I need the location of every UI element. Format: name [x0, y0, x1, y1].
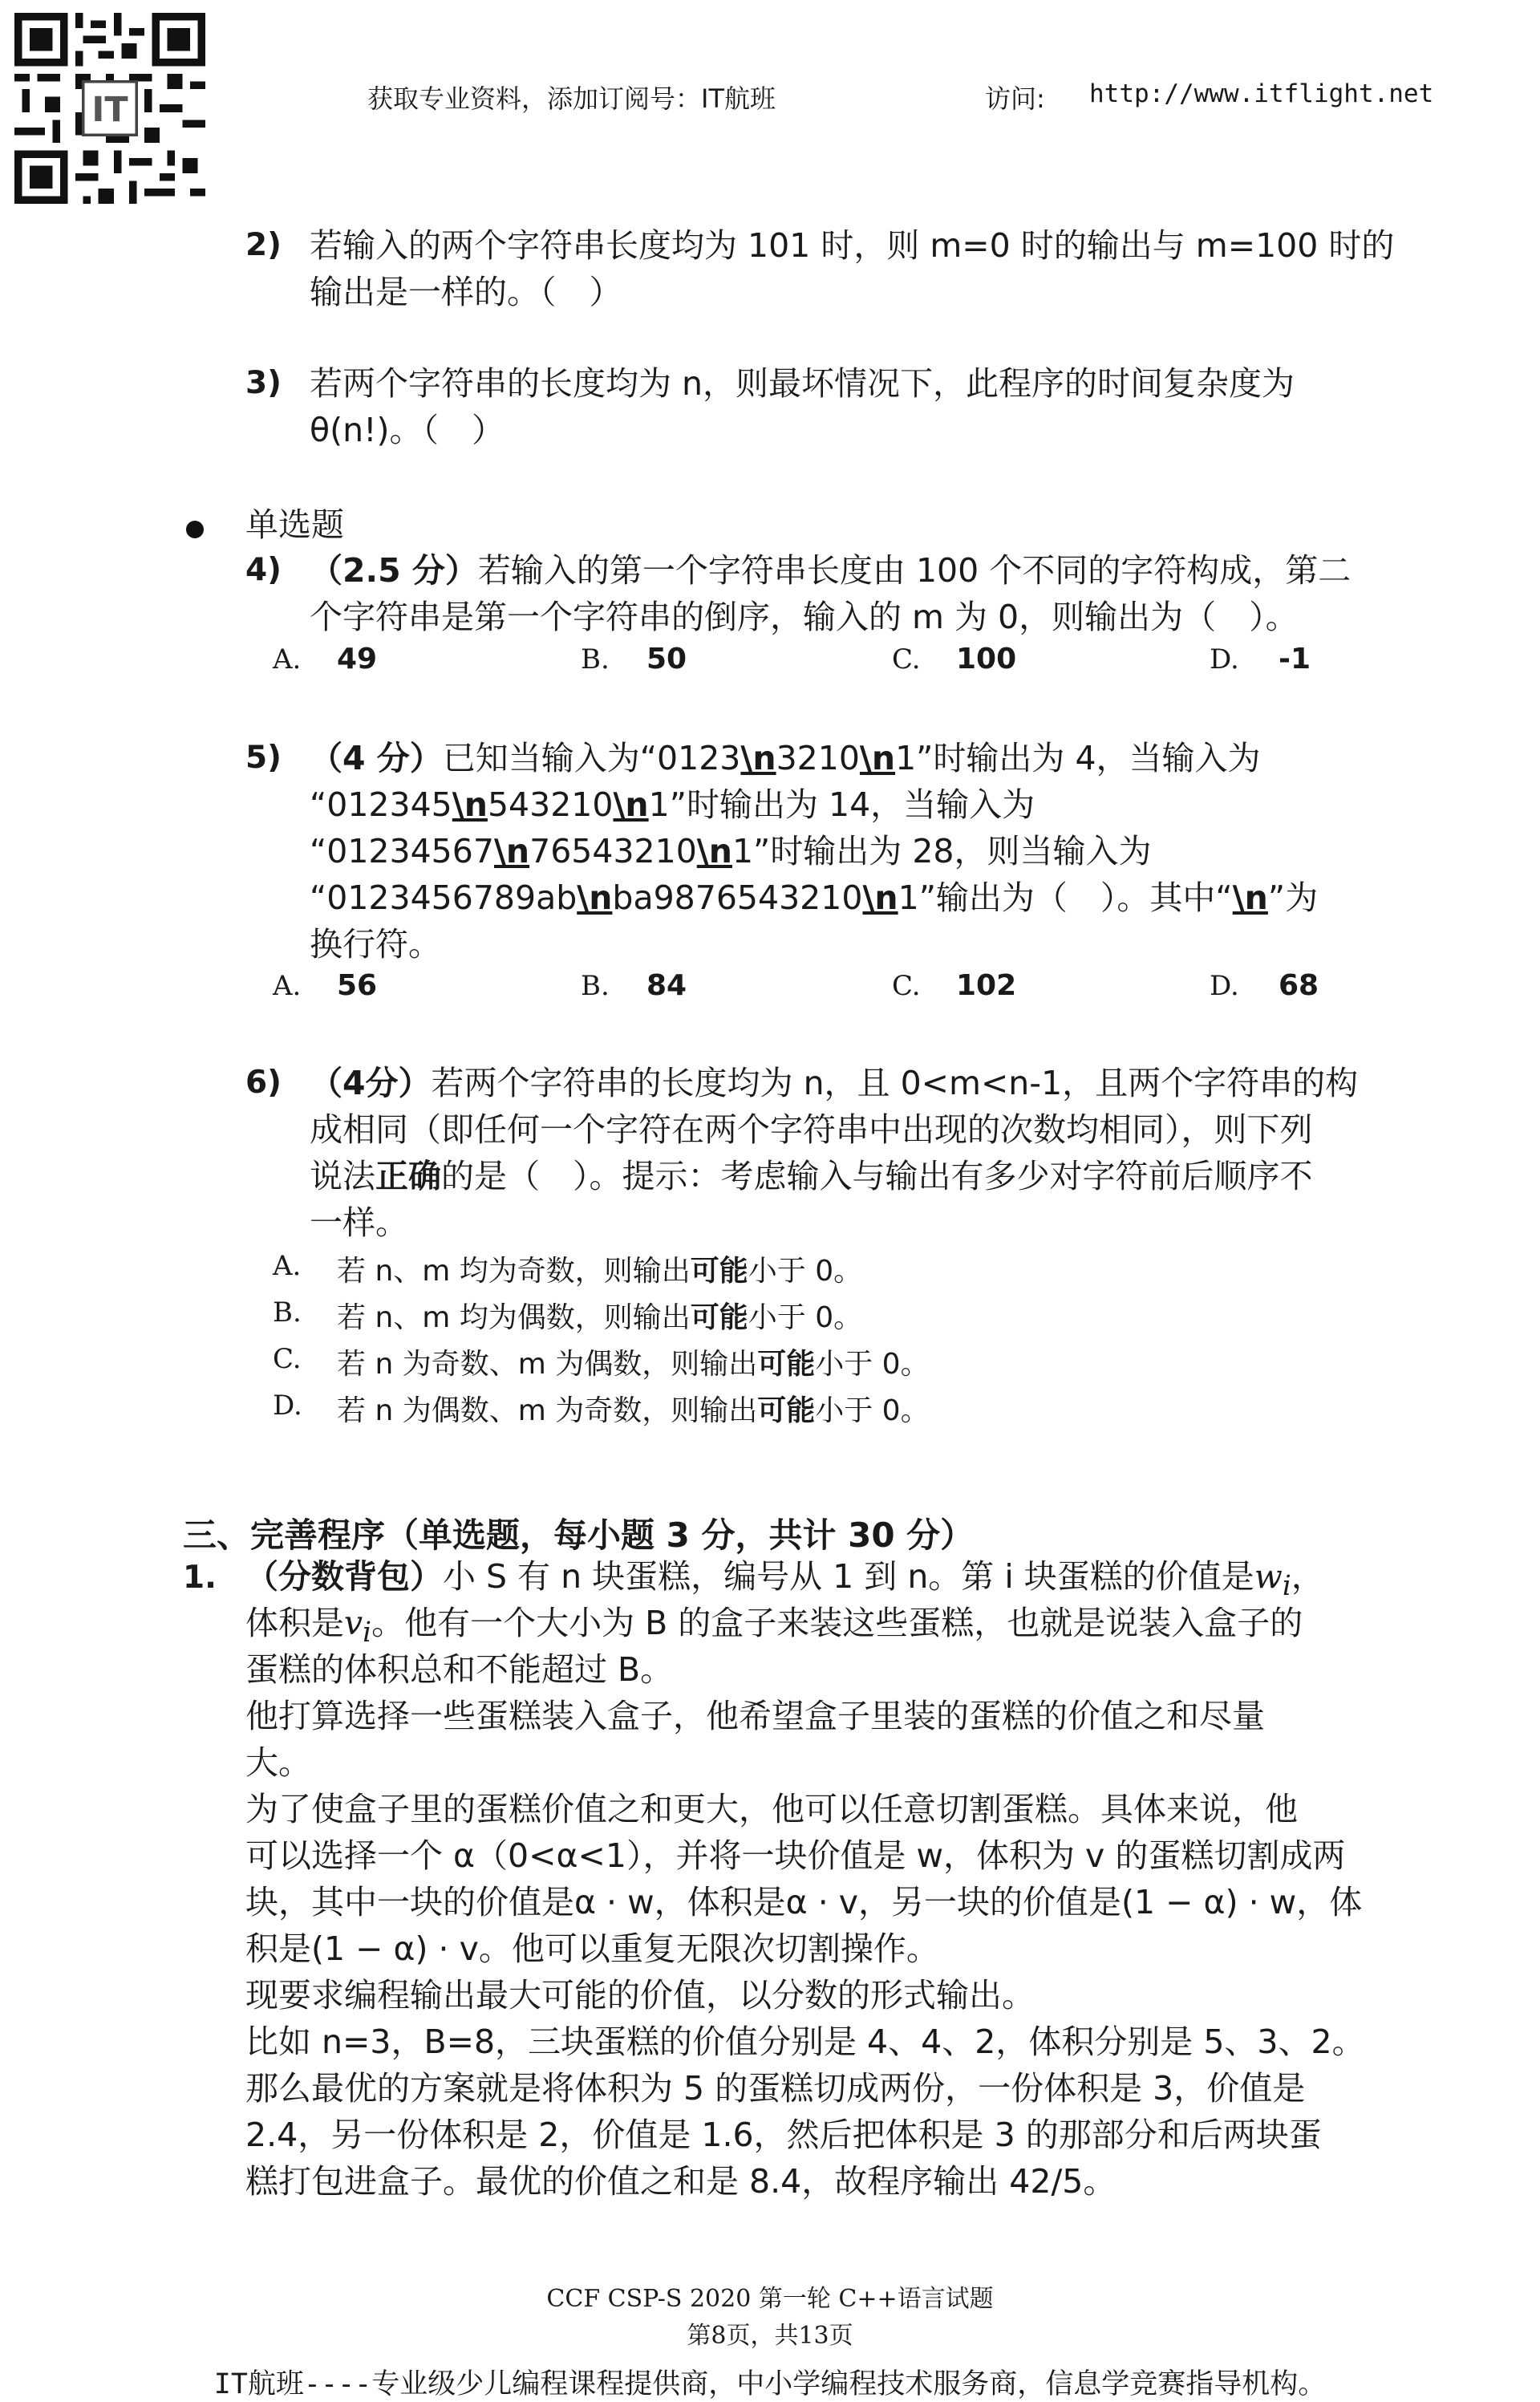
- p1-line8: 块，其中一块的价值是α · w，体积是α · v，另一块的价值是(1 − α) · w，体: [245, 1883, 1363, 1921]
- p1-text: 。他有一个大小为 B 的盒子来装这些蛋糕，也就是说装入盒子的: [371, 1604, 1303, 1642]
- q4-number: 4): [245, 552, 282, 588]
- subscribe-text: 获取专业资料，添加订阅号：IT航班: [367, 83, 776, 114]
- q3-number: 3): [245, 365, 282, 401]
- q5-text: 1”时输出为 28，则当输入为: [732, 832, 1152, 870]
- section-3-heading: 三、完善程序（单选题，每小题 3 分，共计 30 分）: [183, 1515, 975, 1555]
- q4-option-d-label: D.: [1210, 643, 1239, 676]
- p1-var-w: w: [1254, 1557, 1283, 1596]
- q6-option-c-label: C.: [273, 1343, 302, 1375]
- q5-text: “01234567: [310, 832, 494, 870]
- q6-text: 若两个字符串的长度均为 n，且 0<m<n-1，且两个字符串的构: [431, 1064, 1359, 1102]
- p1-var-sub: i: [363, 1617, 372, 1649]
- q6-option-c-text: [337, 1341, 930, 1382]
- q5-text: “012345: [310, 785, 452, 824]
- q5-line5: 换行符。: [310, 925, 441, 964]
- option-text: 若 n 为奇数、m 为偶数，则输出: [337, 1348, 758, 1381]
- p1-text: ，: [1291, 1557, 1324, 1596]
- p1-var-sub: i: [1282, 1570, 1291, 1603]
- q6-option-a-label: A.: [273, 1250, 302, 1282]
- q5-text: 76543210: [529, 832, 697, 870]
- newline-symbol: \n: [740, 739, 776, 777]
- option-text: 小于 0。: [748, 1301, 863, 1334]
- newline-symbol: \n: [696, 832, 732, 870]
- q4-score: （2.5 分）: [310, 551, 478, 590]
- newline-symbol: \n: [613, 785, 649, 824]
- p1-number: 1.: [183, 1560, 217, 1596]
- bullet-icon: [186, 521, 204, 538]
- option-text: 若 n、m 均为偶数，则输出: [337, 1301, 691, 1334]
- newline-symbol: \n: [577, 878, 613, 917]
- newline-symbol: \n: [862, 878, 898, 917]
- p1-var-v: v: [344, 1604, 363, 1642]
- q5-line2: [310, 782, 1035, 828]
- q5-text: 1”时输出为 14，当输入为: [648, 785, 1035, 824]
- footer-slogan: IT航班----专业级少儿编程课程提供商，中小学编程技术服务商，信息学竞赛指导机构。: [213, 2368, 1327, 2400]
- q6-option-d-text: [337, 1388, 930, 1429]
- p1-line14: 糕打包进盒子。最优的价值之和是 8.4，故程序输出 42/5。: [245, 2162, 1116, 2201]
- option-text: 小于 0。: [815, 1394, 930, 1427]
- newline-symbol: \n: [1232, 878, 1268, 917]
- q2-line1: 若输入的两个字符串长度均为 101 时，则 m=0 时的输出与 m=100 时的: [310, 226, 1395, 265]
- footer-page: 第8页，共13页: [687, 2322, 853, 2350]
- q6-option-a-text: [337, 1248, 862, 1289]
- q4-line2: 个字符串是第一个字符串的倒序，输入的 m 为 0，则输出为（ ）。: [310, 598, 1299, 636]
- p1-line6: 为了使盒子里的蛋糕价值之和更大，他可以任意切割蛋糕。具体来说，他: [245, 1790, 1298, 1828]
- option-emphasis: 可能: [690, 1301, 748, 1334]
- q5-score: （4 分）: [310, 739, 443, 777]
- q5-text: “0123456789ab: [310, 878, 578, 917]
- option-emphasis: 可能: [757, 1394, 816, 1427]
- p1-line7: 可以选择一个 α（0<α<1），并将一块价值是 w，体积为 v 的蛋糕切割成两: [245, 1836, 1346, 1875]
- q5-option-d-label: D.: [1210, 970, 1239, 1002]
- q6-line4: 一样。: [310, 1203, 408, 1242]
- option-emphasis: 可能: [690, 1255, 748, 1288]
- p1-text: 体积是: [245, 1604, 344, 1642]
- p1-line10: 现要求编程输出最大可能的价值，以分数的形式输出。: [245, 1976, 1035, 2015]
- q4-line1: [310, 548, 1351, 594]
- svg-text:IT: IT: [91, 90, 128, 131]
- q5-line3: [310, 829, 1152, 874]
- p1-line4: 他打算选择一些蛋糕装入盒子，他希望盒子里装的蛋糕的价值之和尽量: [245, 1697, 1265, 1735]
- q5-text: 1”输出为（ ）。其中“: [898, 878, 1233, 917]
- q6-option-d-label: D.: [273, 1390, 302, 1422]
- q4-option-c-text: 100: [956, 643, 1017, 676]
- p1-line11: 比如 n=3，B=8，三块蛋糕的价值分别是 4、4、2，体积分别是 5、3、2。: [245, 2023, 1365, 2061]
- q5-option-d-text: 68: [1279, 969, 1319, 1002]
- section-single-choice: 单选题: [245, 505, 344, 544]
- p1-line13: 2.4，另一份体积是 2，价值是 1.6，然后把体积是 3 的那部分和后两块蛋: [245, 2116, 1322, 2154]
- q6-line3: [310, 1154, 1313, 1199]
- q6-line1: [310, 1061, 1358, 1106]
- q5-line1: [310, 736, 1261, 781]
- option-emphasis: 可能: [757, 1348, 816, 1381]
- p1-line9: 积是(1 − α) · v。他可以重复无限次切割操作。: [245, 1929, 939, 1968]
- p1-line5: 大。: [245, 1743, 311, 1782]
- option-text: 小于 0。: [748, 1255, 863, 1288]
- q4-option-b-text: 50: [646, 643, 687, 676]
- q5-number: 5): [245, 740, 282, 776]
- q6-emphasis: 正确: [375, 1157, 441, 1195]
- p1-line3: 蛋糕的体积总和不能超过 B。: [245, 1650, 674, 1689]
- q2-number: 2): [245, 227, 282, 263]
- newline-symbol: \n: [452, 785, 488, 824]
- q4-option-d-text: -1: [1279, 643, 1311, 676]
- q4-option-a-text: 49: [337, 643, 378, 676]
- q4-option-b-label: B.: [581, 643, 610, 676]
- q4-option-c-label: C.: [892, 643, 921, 676]
- q4-line1-text: 若输入的第一个字符串长度由 100 个不同的字符构成，第二: [477, 551, 1352, 590]
- footer-title: CCF CSP-S 2020 第一轮 C++语言试题: [546, 2285, 994, 2313]
- q5-option-b-label: B.: [581, 970, 610, 1002]
- p1-text: 小 S 有 n 块蛋糕，编号从 1 到 n。第 i 块蛋糕的价值是: [443, 1557, 1254, 1596]
- q4-option-a-label: A.: [273, 643, 302, 676]
- q5-text: 1”时输出为 4，当输入为: [895, 739, 1261, 777]
- option-text: 若 n、m 均为奇数，则输出: [337, 1255, 691, 1288]
- q5-text: 3210: [776, 739, 860, 777]
- q5-text: ”为: [1267, 878, 1319, 917]
- q5-text: 已知当输入为“0123: [442, 739, 741, 777]
- q3-line1: 若两个字符串的长度均为 n，则最坏情况下，此程序的时间复杂度为: [310, 364, 1295, 403]
- q6-number: 6): [245, 1065, 282, 1101]
- q6-line2: 成相同（即任何一个字符在两个字符串中出现的次数均相同），则下列: [310, 1110, 1313, 1149]
- p1-line12: 那么最优的方案就是将体积为 5 的蛋糕切成两份，一份体积是 3，价值是: [245, 2069, 1306, 2108]
- q5-line4: [310, 875, 1318, 921]
- p1-title: （分数背包）: [245, 1557, 443, 1596]
- site-url[interactable]: http://www.itflight.net: [1089, 79, 1434, 108]
- visit-label: 访问:: [985, 83, 1045, 114]
- option-text: 小于 0。: [815, 1348, 930, 1381]
- q5-option-a-text: 56: [337, 969, 378, 1002]
- q5-option-b-text: 84: [646, 969, 687, 1002]
- q6-option-b-label: B.: [273, 1296, 302, 1329]
- qr-code: [14, 13, 205, 204]
- q5-option-a-label: A.: [273, 970, 302, 1002]
- q6-option-b-text: [337, 1295, 862, 1336]
- q6-score: （4分）: [310, 1064, 432, 1102]
- q6-text: 说法: [310, 1157, 375, 1195]
- q2-line2: 输出是一样的。（ ）: [310, 273, 622, 311]
- q5-option-c-text: 102: [956, 969, 1017, 1002]
- q5-option-c-label: C.: [892, 970, 921, 1002]
- option-text: 若 n 为偶数、m 为奇数，则输出: [337, 1394, 758, 1427]
- q3-line2: θ(n!)。（ ）: [310, 411, 505, 449]
- q5-text: 543210: [487, 785, 614, 824]
- newline-symbol: \n: [493, 832, 530, 870]
- q6-text: 的是（ ）。提示：考虑输入与输出有多少对字符前后顺序不: [441, 1157, 1313, 1195]
- q5-text: ba9876543210: [612, 878, 863, 917]
- newline-symbol: \n: [859, 739, 896, 777]
